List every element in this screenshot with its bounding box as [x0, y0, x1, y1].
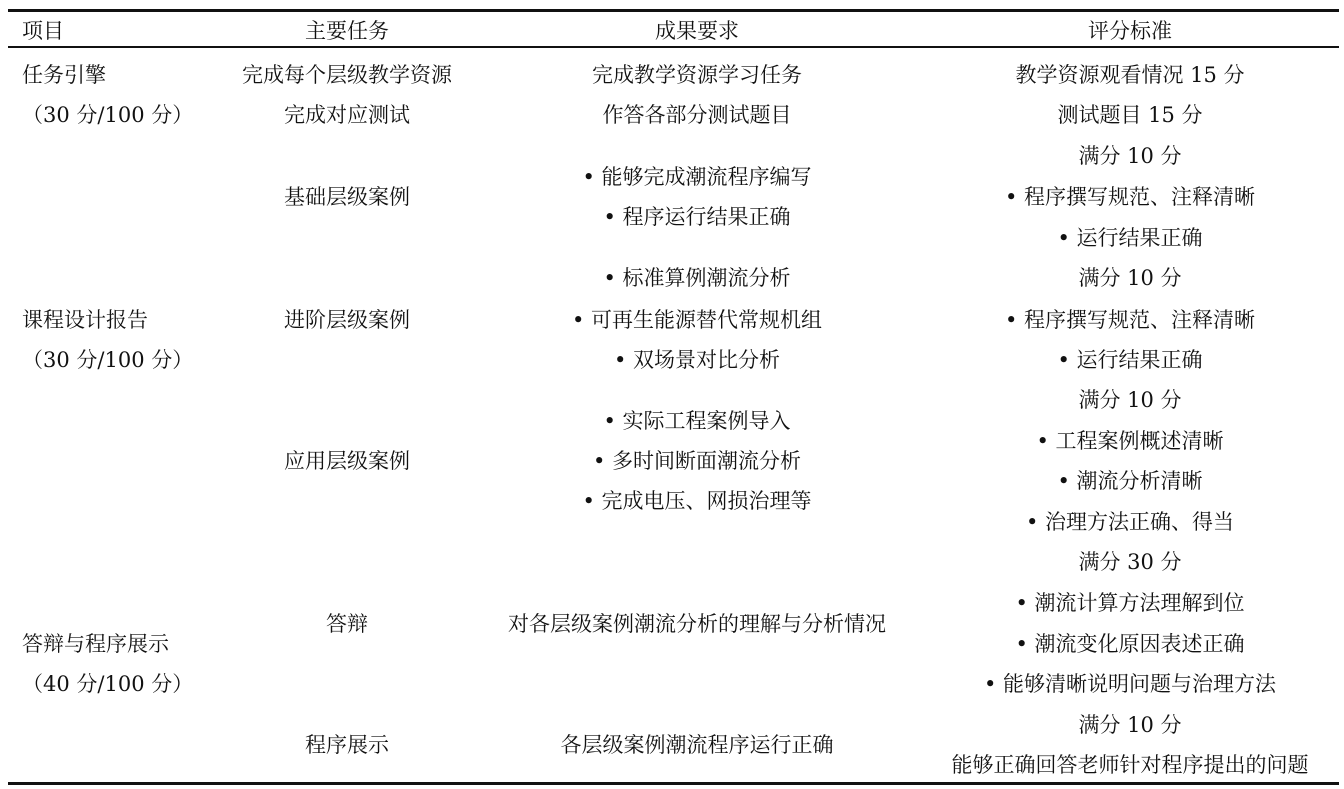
scoring-cell: • 运行结果正确: [1057, 348, 1203, 372]
requirement-cell: 对各层级案例潮流分析的理解与分析情况: [508, 612, 886, 636]
header-scoring: 评分标准: [1088, 19, 1172, 43]
project-design-report: 课程设计报告: [22, 308, 148, 332]
requirement-cell: • 双场景对比分析: [613, 348, 781, 372]
scoring-cell: 满分 10 分: [1078, 388, 1182, 412]
scoring-cell: • 能够清晰说明问题与治理方法: [983, 672, 1277, 696]
scoring-cell: • 潮流变化原因表述正确: [1015, 632, 1245, 656]
scoring-cell: 满分 10 分: [1078, 266, 1182, 290]
table-header-rule: [8, 46, 1339, 48]
scoring-cell: • 运行结果正确: [1057, 226, 1203, 250]
scoring-cell: 能够正确回答老师针对程序提出的问题: [951, 753, 1309, 777]
task-cell: 基础层级案例: [284, 185, 410, 209]
task-cell: 程序展示: [305, 733, 389, 757]
scoring-cell: 教学资源观看情况 15 分: [1015, 63, 1245, 87]
scoring-cell: • 工程案例概述清晰: [1036, 429, 1224, 453]
requirement-cell: • 标准算例潮流分析: [603, 266, 791, 290]
header-project: 项目: [22, 19, 64, 43]
scoring-cell: • 程序撰写规范、注释清晰: [1004, 308, 1256, 332]
task-cell: 答辩: [326, 612, 368, 636]
project-task-engine: 任务引擎: [22, 63, 106, 87]
scoring-cell: 测试题目 15 分: [1057, 103, 1203, 127]
requirement-cell: 各层级案例潮流程序运行正确: [560, 733, 834, 757]
scoring-cell: • 潮流分析清晰: [1057, 469, 1203, 493]
requirement-cell: 作答各部分测试题目: [602, 103, 792, 127]
requirement-cell: • 实际工程案例导入: [603, 409, 791, 433]
project-task-engine-score: （30 分/100 分）: [22, 103, 194, 127]
requirement-cell: 完成教学资源学习任务: [592, 63, 802, 87]
project-defense: 答辩与程序展示: [22, 632, 169, 656]
scoring-cell: • 程序撰写规范、注释清晰: [1004, 185, 1256, 209]
scoring-cell: • 治理方法正确、得当: [1025, 510, 1235, 534]
table-top-rule: [8, 9, 1339, 12]
task-cell: 进阶层级案例: [284, 308, 410, 332]
requirement-cell: • 完成电压、网损治理等: [582, 489, 812, 513]
requirement-cell: • 多时间断面潮流分析: [592, 449, 802, 473]
task-cell: 完成对应测试: [284, 103, 410, 127]
requirement-cell: • 程序运行结果正确: [603, 205, 791, 229]
scoring-cell: 满分 10 分: [1078, 144, 1182, 168]
header-requirements: 成果要求: [655, 19, 739, 43]
scoring-cell: 满分 30 分: [1078, 550, 1182, 574]
scoring-cell: 满分 10 分: [1078, 713, 1182, 737]
task-cell: 应用层级案例: [284, 449, 410, 473]
project-design-report-score: （30 分/100 分）: [22, 348, 194, 372]
task-cell: 完成每个层级教学资源: [242, 63, 452, 87]
header-main-task: 主要任务: [305, 19, 389, 43]
requirement-cell: • 可再生能源替代常规机组: [571, 308, 823, 332]
project-defense-score: （40 分/100 分）: [22, 672, 194, 696]
requirement-cell: • 能够完成潮流程序编写: [582, 165, 812, 189]
scoring-cell: • 潮流计算方法理解到位: [1015, 591, 1245, 615]
table-bottom-rule: [8, 782, 1339, 785]
